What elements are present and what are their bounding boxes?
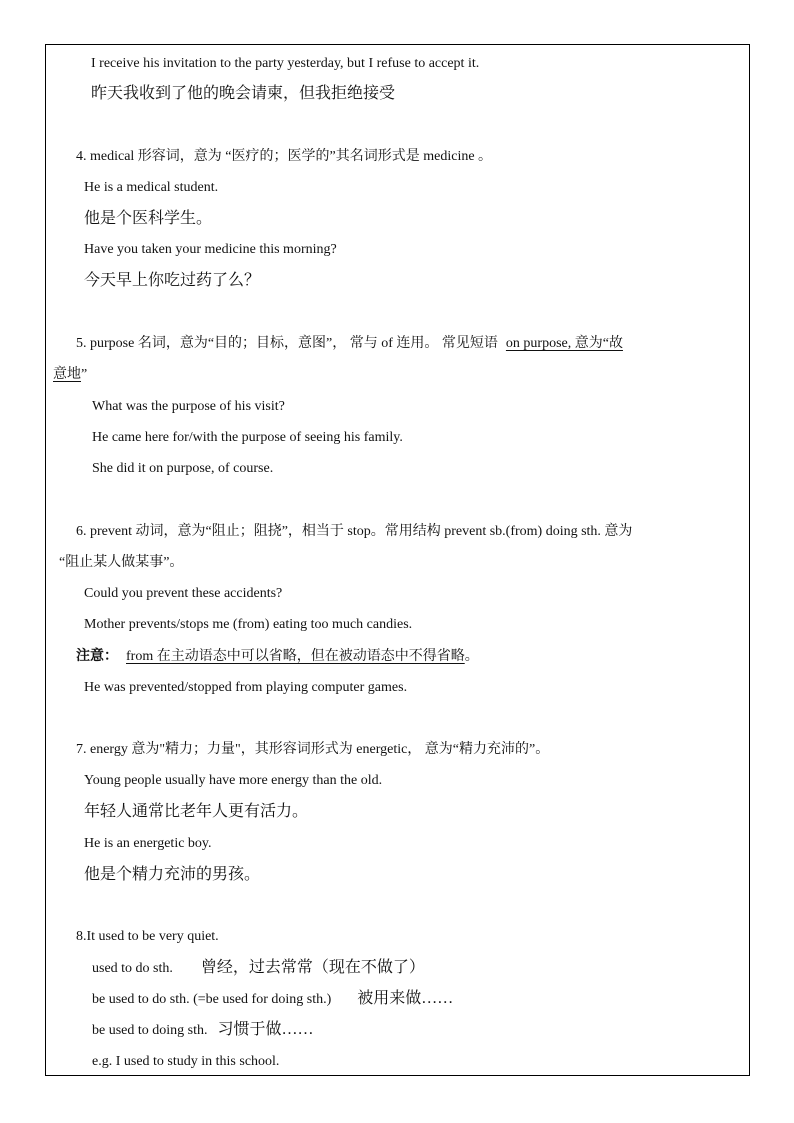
s8-row-1-en: used to do sth. — [92, 961, 173, 976]
s5-phrase-underlined-b: 意地 — [53, 367, 81, 382]
s8-row-1-zh: 曾经，过去常常（现在不做了） — [200, 959, 425, 976]
s6-note-end: 。 — [464, 649, 479, 664]
s4-example-1-en: He is a medical student. — [84, 180, 219, 195]
s8-row-3-en: be used to doing sth. — [92, 1023, 208, 1038]
s4-example-2-en: Have you taken your medicine this morning? — [84, 242, 337, 257]
section-4-heading: 4. medical 形容词，意为 “医疗的；医学的”其名词形式是 medicine 。 — [76, 149, 493, 164]
s8-row-3 — [92, 1020, 314, 1041]
s8-row-3-zh: 习惯于做…… — [217, 1021, 314, 1038]
section-5-heading — [76, 334, 623, 354]
s6-example-3: He was prevented/stopped from playing computer games. — [84, 680, 408, 695]
s8-row-1 — [92, 958, 425, 979]
section-6-heading-cont: “阻止某人做某事”。 — [59, 555, 184, 570]
intro-example-en: I receive his invitation to the party yesterday, but I refuse to accept it. — [91, 56, 480, 71]
intro-example-zh: 昨天我收到了他的晚会请柬，但我拒绝接受 — [91, 85, 396, 102]
s4-example-1-zh: 他是个医科学生。 — [84, 210, 213, 227]
s8-example: e.g. I used to study in this school. — [92, 1054, 280, 1069]
s5-heading-end: ” — [81, 367, 88, 382]
s7-example-2-zh: 他是个精力充沛的男孩。 — [84, 866, 261, 883]
s5-example-2: He came here for/with the purpose of seeing his family. — [92, 430, 403, 445]
section-6-heading: 6. prevent 动词，意为“阻止；阻挠”，相当于 stop。常用结构 prevent sb.(from) doing sth. 意为 — [76, 524, 633, 539]
s5-example-3: She did it on purpose, of course. — [92, 461, 274, 476]
s5-example-1: What was the purpose of his visit? — [92, 399, 285, 414]
s6-note-text: from 在主动语态中可以省略，但在被动语态中不得省略 — [126, 649, 465, 664]
section-7-heading: 7. energy 意为"精力；力量"，其形容词形式为 energetic， 意为“精力充沛的”。 — [76, 742, 550, 757]
s7-example-1-zh: 年轻人通常比老年人更有活力。 — [84, 803, 309, 820]
s5-phrase-underlined-a: on purpose, 意为“故 — [505, 336, 623, 351]
s7-example-2-en: He is an energetic boy. — [84, 836, 212, 851]
s8-row-2-en: be used to do sth. (=be used for doing sth.) — [92, 992, 332, 1007]
s6-note-label: 注意： — [76, 649, 118, 664]
s5-heading-text: 5. purpose 名词，意为“目的；目标，意图”， 常与 of 连用。 常见短语 — [76, 336, 498, 351]
s8-row-2 — [92, 989, 453, 1010]
s8-row-2-zh: 被用来做…… — [357, 990, 454, 1007]
section-8-heading: 8.It used to be very quiet. — [76, 929, 219, 944]
s6-note — [76, 647, 479, 667]
s6-example-1: Could you prevent these accidents? — [84, 586, 283, 601]
section-5-heading-cont — [53, 365, 87, 385]
s6-example-2: Mother prevents/stops me (from) eating too much candies. — [84, 617, 413, 632]
s4-example-2-zh: 今天早上你吃过药了么？ — [84, 272, 261, 289]
s7-example-1-en: Young people usually have more energy than the old. — [84, 773, 383, 788]
